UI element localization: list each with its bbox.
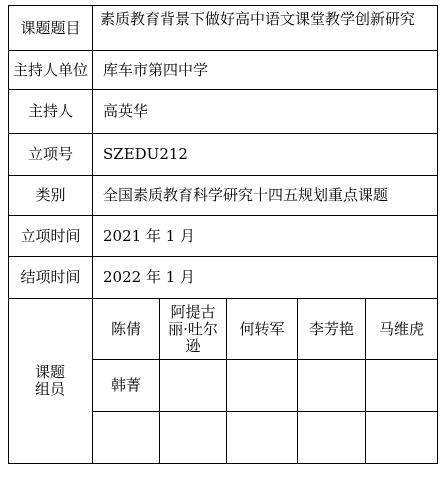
member-cell: [160, 360, 226, 411]
member-cell: [366, 412, 437, 463]
members-label: 课题组员: [34, 363, 65, 398]
topic-title-label: 课题题目: [20, 18, 81, 37]
member-cell: [93, 412, 159, 463]
approval-date-label: 立项时间: [20, 226, 81, 245]
host-organization-value: 库车市第四中学: [103, 60, 209, 79]
member-cell: [298, 360, 365, 411]
project-number-value: SZEDU212: [103, 145, 188, 163]
member-cell: [366, 360, 437, 411]
table-border-right: [437, 5, 438, 464]
category-value: 全国素质教育科学研究十四五规划重点课题: [103, 186, 389, 204]
member-cell: [298, 412, 365, 463]
member-cell: 阿提古丽·吐尔逊: [168, 302, 218, 355]
host-organization-label: 主持人单位: [12, 60, 88, 79]
host-value: 高英华: [103, 102, 149, 120]
approval-date-value: 2021 年 1 月: [103, 226, 196, 245]
category-label: 类别: [35, 186, 66, 204]
table-border-bottom: [8, 463, 438, 464]
host-label: 主持人: [27, 102, 73, 120]
member-cell: [160, 412, 226, 463]
topic-title-value: 素质教育背景下做好高中语文课堂教学创新研究: [100, 10, 416, 28]
member-cell: 李芳艳: [308, 319, 354, 338]
member-cell: [227, 360, 297, 411]
member-cell: 韩菁: [110, 376, 141, 394]
member-cell: 马维虎: [378, 319, 424, 338]
member-cell: 何转军: [239, 319, 285, 338]
completion-date-label: 结项时间: [20, 268, 81, 286]
completion-date-value: 2022 年 1 月: [103, 268, 196, 286]
member-cell: [227, 412, 297, 463]
member-cell: 陈倩: [110, 319, 141, 338]
project-number-label: 立项号: [27, 145, 73, 163]
